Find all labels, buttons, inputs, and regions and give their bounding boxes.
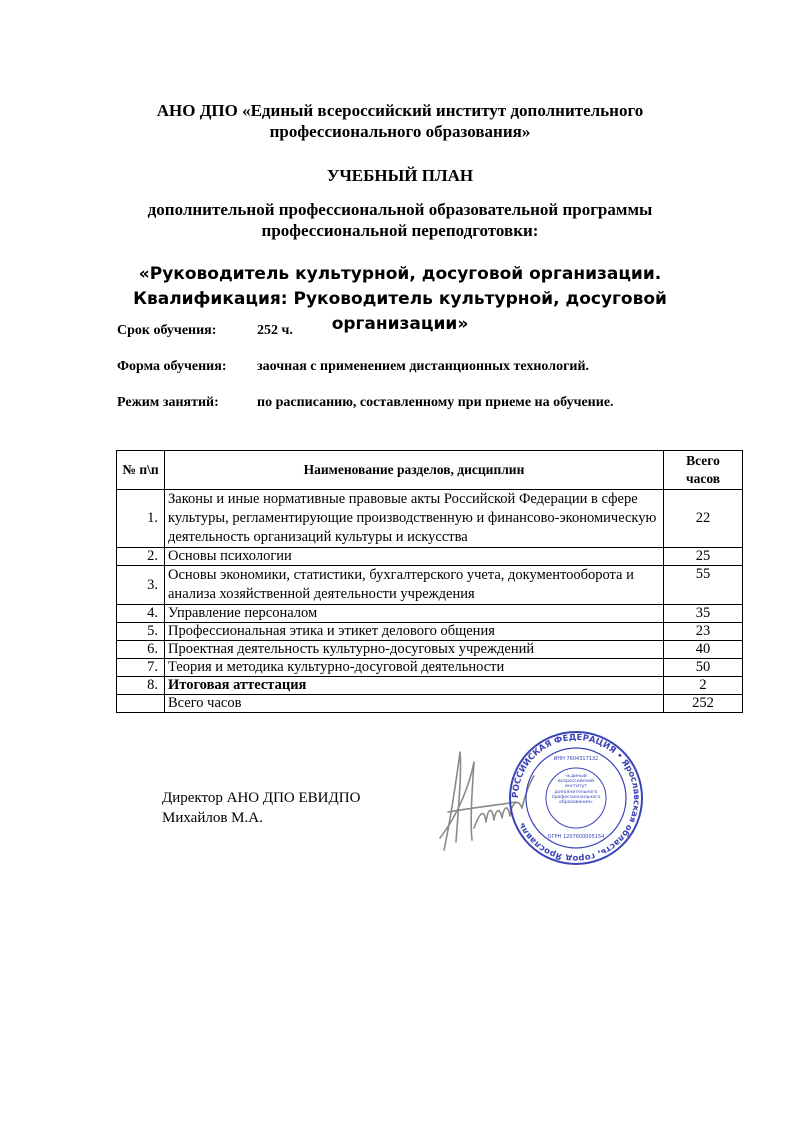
total-hours: 252 (664, 695, 743, 713)
row-hours: 25 (664, 548, 743, 566)
duration-label: Срок обучения: (117, 323, 217, 338)
study-form-value: заочная с применением дистанционных технологий. (257, 359, 590, 374)
study-form-label: Форма обучения: (117, 359, 227, 374)
signatory-name: Михайлов М.А. (162, 810, 263, 826)
program-type (0, 199, 800, 241)
row-hours: 35 (664, 605, 743, 623)
row-number: 5. (117, 623, 165, 641)
col-hours-header (664, 451, 743, 490)
row-number: 2. (117, 548, 165, 566)
total-number-cell (117, 695, 165, 713)
row-hours: 50 (664, 659, 743, 677)
col-number-header: № п\п (117, 451, 165, 490)
signature-block (162, 788, 360, 828)
row-number: 7. (117, 659, 165, 677)
duration-row (117, 322, 293, 340)
row-hours: 55 (664, 566, 743, 605)
table-row (117, 566, 743, 605)
study-mode-label: Режим занятий: (117, 395, 219, 410)
row-discipline: Основы психологии (165, 548, 664, 566)
table-row (117, 677, 743, 695)
organization-name-text: АНО ДПО «Единый всероссийский институт дополнительного профессионального образования» (156, 101, 644, 141)
row-discipline: Проектная деятельность культурно-досуговых учреждений (165, 641, 664, 659)
official-stamp (508, 730, 644, 866)
col-hours-header-text: Всего часов (685, 453, 721, 486)
stamp-outer-text: РОССИЙСКАЯ ФЕДЕРАЦИЯ • Ярославская область, город Ярославль (510, 732, 642, 864)
signatory-position: Директор АНО ДПО ЕВИДПО (162, 790, 361, 806)
document-title: УЧЕБНЫЙ ПЛАН (326, 166, 474, 185)
table-row (117, 548, 743, 566)
col-name-header: Наименование разделов, дисциплин (165, 451, 664, 490)
row-number: 8. (117, 677, 165, 695)
row-number: 3. (117, 566, 165, 605)
row-hours: 40 (664, 641, 743, 659)
row-hours: 23 (664, 623, 743, 641)
row-number: 6. (117, 641, 165, 659)
table-row (117, 490, 743, 548)
row-discipline: Основы экономики, статистики, бухгалтерского учета, документооборота и анализа хозяйственной деятельности учреждения (165, 566, 664, 605)
row-discipline: Итоговая аттестация (165, 677, 664, 695)
row-number: 4. (117, 605, 165, 623)
table-row (117, 659, 743, 677)
row-discipline: Профессиональная этика и этикет делового общения (165, 623, 664, 641)
table-row (117, 623, 743, 641)
row-discipline: Управление персоналом (165, 605, 664, 623)
row-hours: 22 (664, 490, 743, 548)
row-number: 1. (117, 490, 165, 548)
program-type-text: дополнительной профессиональной образовательной программы профессиональной переподготовки: (147, 200, 653, 240)
study-mode-value: по расписанию, составленному при приеме на обучение. (257, 395, 614, 410)
table-header-row (117, 451, 743, 490)
program-name-text: «Руководитель культурной, досуговой организации. Квалификация: Руководитель культурной, досуговой организации» (133, 264, 667, 334)
table-total-row (117, 695, 743, 713)
total-label: Всего часов (165, 695, 664, 713)
row-hours: 2 (664, 677, 743, 695)
row-discipline: Законы и иные нормативные правовые акты Российской Федерации в сфере культуры, регламентирующие производственную и финансово-экономическую деятельность организаций культуры и искусства (165, 490, 664, 548)
study-mode-row (117, 394, 614, 412)
table-row (117, 641, 743, 659)
stamp-inn: ИНН 7604317132 (553, 756, 599, 762)
curriculum-table (116, 450, 743, 713)
stamp-inner-text: «Единый всероссийский институт дополнительного профессионального образования» (551, 774, 601, 806)
row-discipline: Теория и методика культурно-досуговой деятельности (165, 659, 664, 677)
stamp-ogrn: ОГРН 1207600005154 (547, 834, 605, 840)
duration-value: 252 ч. (257, 323, 293, 338)
study-form-row (117, 358, 590, 376)
table-row (117, 605, 743, 623)
organization-name (0, 100, 800, 142)
